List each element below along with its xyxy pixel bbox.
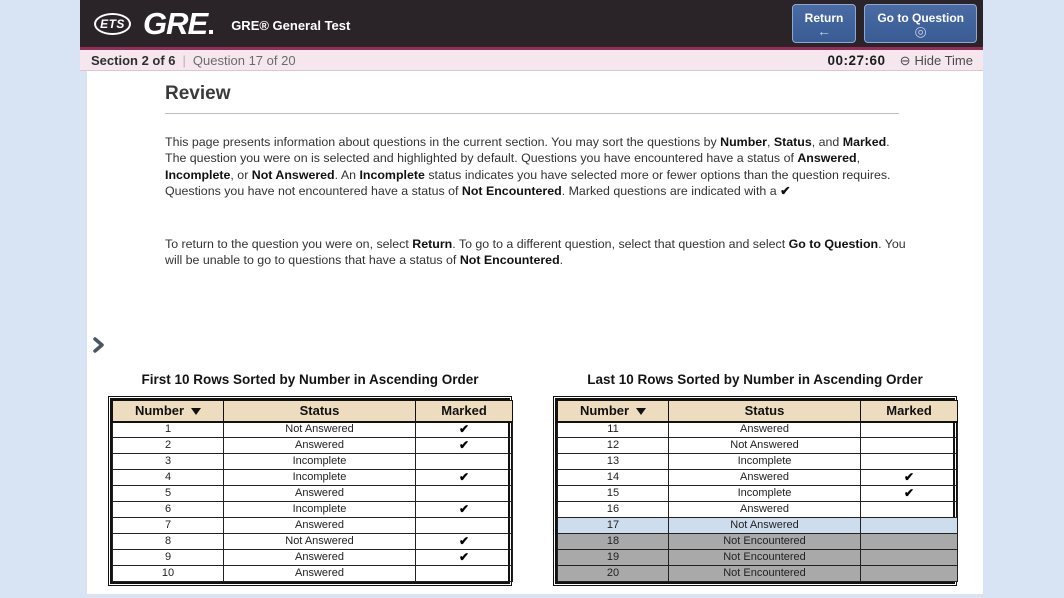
status-cell[interactable]: Answered <box>669 470 861 486</box>
ets-logo <box>94 13 131 35</box>
instructions-paragraph-1: This page presents information about questions in the current section. You may sort the questions by Number, Status, and Marked. The question you were on is selected and highlighted by default. Questions you have encountered have a status of Answered, Incomplete, or Not Answered. An Incomplete status indicates you have selected more or fewer options than the question requires. Questions you have not encountered have a status of Not Encountered. Marked questions are indicated with a ✔ <box>165 135 891 199</box>
status-cell[interactable]: Incomplete <box>224 502 416 518</box>
table-row[interactable] <box>558 566 958 582</box>
marked-cell[interactable] <box>861 438 958 454</box>
ets-logo-text: ETS <box>100 16 125 31</box>
number-cell[interactable]: 15 <box>558 486 669 502</box>
status-cell[interactable]: Not Encountered <box>669 534 861 550</box>
page-title: Review <box>165 83 231 104</box>
marked-check-icon: ✔ <box>458 533 470 548</box>
number-cell[interactable]: 20 <box>558 566 669 582</box>
number-cell[interactable]: 9 <box>113 550 224 566</box>
expand-chevron-icon[interactable] <box>92 336 106 354</box>
first-rows-table-section <box>108 372 512 584</box>
first-rows-table <box>110 398 510 584</box>
marked-check-icon: ✔ <box>458 437 470 452</box>
status-cell[interactable]: Answered <box>669 502 861 518</box>
marked-cell[interactable] <box>416 550 513 566</box>
table-row[interactable] <box>558 502 958 518</box>
number-cell[interactable]: 14 <box>558 470 669 486</box>
marked-check-icon: ✔ <box>458 469 470 484</box>
question-label: Question 17 of 20 <box>192 52 296 68</box>
table-row[interactable] <box>558 454 958 470</box>
table-row[interactable] <box>113 566 513 582</box>
number-cell[interactable]: 5 <box>113 486 224 502</box>
marked-cell[interactable] <box>416 486 513 502</box>
column-header-number[interactable]: Number <box>113 401 224 422</box>
product-title: GRE® General Test <box>231 17 351 33</box>
status-cell[interactable]: Answered <box>224 550 416 566</box>
status-cell[interactable]: Answered <box>669 422 861 438</box>
status-cell[interactable]: Answered <box>224 438 416 454</box>
number-cell[interactable]: 1 <box>113 422 224 438</box>
column-header-status[interactable]: Status <box>224 401 416 422</box>
number-cell[interactable]: 17 <box>558 518 669 534</box>
hide-time-icon: ⊖ <box>899 52 911 68</box>
column-header-status[interactable]: Status <box>669 401 861 422</box>
gre-app-window <box>80 0 983 598</box>
header-buttons <box>792 4 983 43</box>
hide-time-button[interactable] <box>900 53 973 68</box>
marked-cell[interactable] <box>416 422 513 438</box>
instructions-paragraph-2: To return to the question you were on, select Return. To go to a different question, select that question and select Go to Question. You will be unable to go to questions that have a status of Not Encountered. <box>165 237 906 268</box>
gre-logo-dot <box>209 30 213 34</box>
status-cell[interactable]: Not Answered <box>224 534 416 550</box>
table-header-row <box>113 401 513 422</box>
go-to-question-button[interactable] <box>864 4 977 43</box>
marked-cell[interactable] <box>861 454 958 470</box>
sort-descending-icon <box>191 408 201 415</box>
table-row[interactable] <box>558 550 958 566</box>
last-rows-table-title: Last 10 Rows Sorted by Number in Ascending Order <box>587 372 923 387</box>
logo-group <box>80 8 350 39</box>
status-cell[interactable]: Not Encountered <box>669 566 861 582</box>
status-toolbar <box>80 50 983 71</box>
section-label: Section 2 of 6 <box>91 52 176 68</box>
title-underline <box>165 113 899 114</box>
number-cell[interactable]: 16 <box>558 502 669 518</box>
column-header-marked[interactable]: Marked <box>861 401 958 422</box>
status-cell[interactable]: Not Encountered <box>669 550 861 566</box>
table-row[interactable] <box>113 550 513 566</box>
marked-cell[interactable] <box>416 534 513 550</box>
column-header-number[interactable]: Number <box>558 401 669 422</box>
table-row[interactable] <box>113 422 513 438</box>
go-to-question-button-label: Go to Question <box>877 10 964 25</box>
app-header <box>80 0 983 47</box>
number-cell[interactable]: 6 <box>113 502 224 518</box>
status-cell[interactable]: Answered <box>224 566 416 582</box>
marked-cell[interactable] <box>416 566 513 582</box>
last-rows-table <box>555 398 955 584</box>
number-cell[interactable]: 8 <box>113 534 224 550</box>
status-cell[interactable]: Incomplete <box>669 486 861 502</box>
table-row[interactable] <box>113 470 513 486</box>
marked-cell[interactable] <box>416 502 513 518</box>
left-arrow-icon: ← <box>816 22 831 39</box>
number-cell[interactable]: 10 <box>113 566 224 582</box>
marked-check-icon: ✔ <box>458 501 470 516</box>
table-row[interactable] <box>113 518 513 534</box>
number-cell[interactable]: 2 <box>113 438 224 454</box>
review-page <box>87 71 983 594</box>
marked-cell[interactable] <box>416 470 513 486</box>
first-rows-table-title: First 10 Rows Sorted by Number in Ascending Order <box>141 372 479 387</box>
marked-cell[interactable] <box>861 422 958 438</box>
return-button-label: Return <box>804 10 844 25</box>
table-row[interactable] <box>558 518 958 534</box>
marked-cell[interactable] <box>416 454 513 470</box>
marked-cell[interactable] <box>861 518 958 534</box>
marked-cell[interactable] <box>861 534 958 550</box>
marked-cell[interactable] <box>861 566 958 582</box>
last-rows-table-section <box>553 372 957 584</box>
number-cell[interactable]: 11 <box>558 422 669 438</box>
status-cell[interactable]: Not Answered <box>224 422 416 438</box>
marked-check-icon: ✔ <box>458 549 470 564</box>
table-row[interactable] <box>558 422 958 438</box>
number-cell[interactable]: 3 <box>113 454 224 470</box>
marked-check-icon: ✔ <box>903 485 915 500</box>
marked-check-icon: ✔ <box>458 421 470 436</box>
status-cell[interactable]: Answered <box>224 486 416 502</box>
table-row[interactable] <box>113 502 513 518</box>
table-row[interactable] <box>558 470 958 486</box>
toolbar-left <box>91 53 296 68</box>
hide-time-label: Hide Time <box>914 52 973 68</box>
return-button[interactable] <box>792 4 857 43</box>
status-cell[interactable]: Incomplete <box>669 454 861 470</box>
number-cell[interactable]: 19 <box>558 550 669 566</box>
table-row[interactable] <box>558 438 958 454</box>
timer-display: 00:27:60 <box>827 52 886 68</box>
marked-cell[interactable] <box>861 550 958 566</box>
table-row[interactable] <box>113 454 513 470</box>
table-row[interactable] <box>113 534 513 550</box>
status-cell[interactable]: Not Answered <box>669 438 861 454</box>
status-cell[interactable]: Not Answered <box>669 518 861 534</box>
marked-cell[interactable] <box>861 502 958 518</box>
status-cell[interactable]: Answered <box>224 518 416 534</box>
table-row[interactable] <box>113 486 513 502</box>
status-cell[interactable]: Incomplete <box>224 470 416 486</box>
toolbar-separator: | <box>182 52 186 68</box>
gre-logo: GRE <box>143 8 213 39</box>
marked-cell[interactable] <box>861 470 958 486</box>
table-row[interactable] <box>558 486 958 502</box>
marked-cell[interactable] <box>416 438 513 454</box>
number-cell[interactable]: 12 <box>558 438 669 454</box>
number-cell[interactable]: 18 <box>558 534 669 550</box>
status-cell[interactable]: Incomplete <box>224 454 416 470</box>
number-cell[interactable]: 4 <box>113 470 224 486</box>
table-header-row <box>558 401 958 422</box>
target-icon: ◎ <box>914 22 927 39</box>
number-cell[interactable]: 13 <box>558 454 669 470</box>
number-cell[interactable]: 7 <box>113 518 224 534</box>
column-header-marked[interactable]: Marked <box>416 401 513 422</box>
table-row[interactable] <box>558 534 958 550</box>
table-row[interactable] <box>113 438 513 454</box>
marked-check-icon: ✔ <box>903 469 915 484</box>
marked-cell[interactable] <box>861 486 958 502</box>
sort-descending-icon <box>636 408 646 415</box>
toolbar-right <box>828 53 973 68</box>
marked-cell[interactable] <box>416 518 513 534</box>
